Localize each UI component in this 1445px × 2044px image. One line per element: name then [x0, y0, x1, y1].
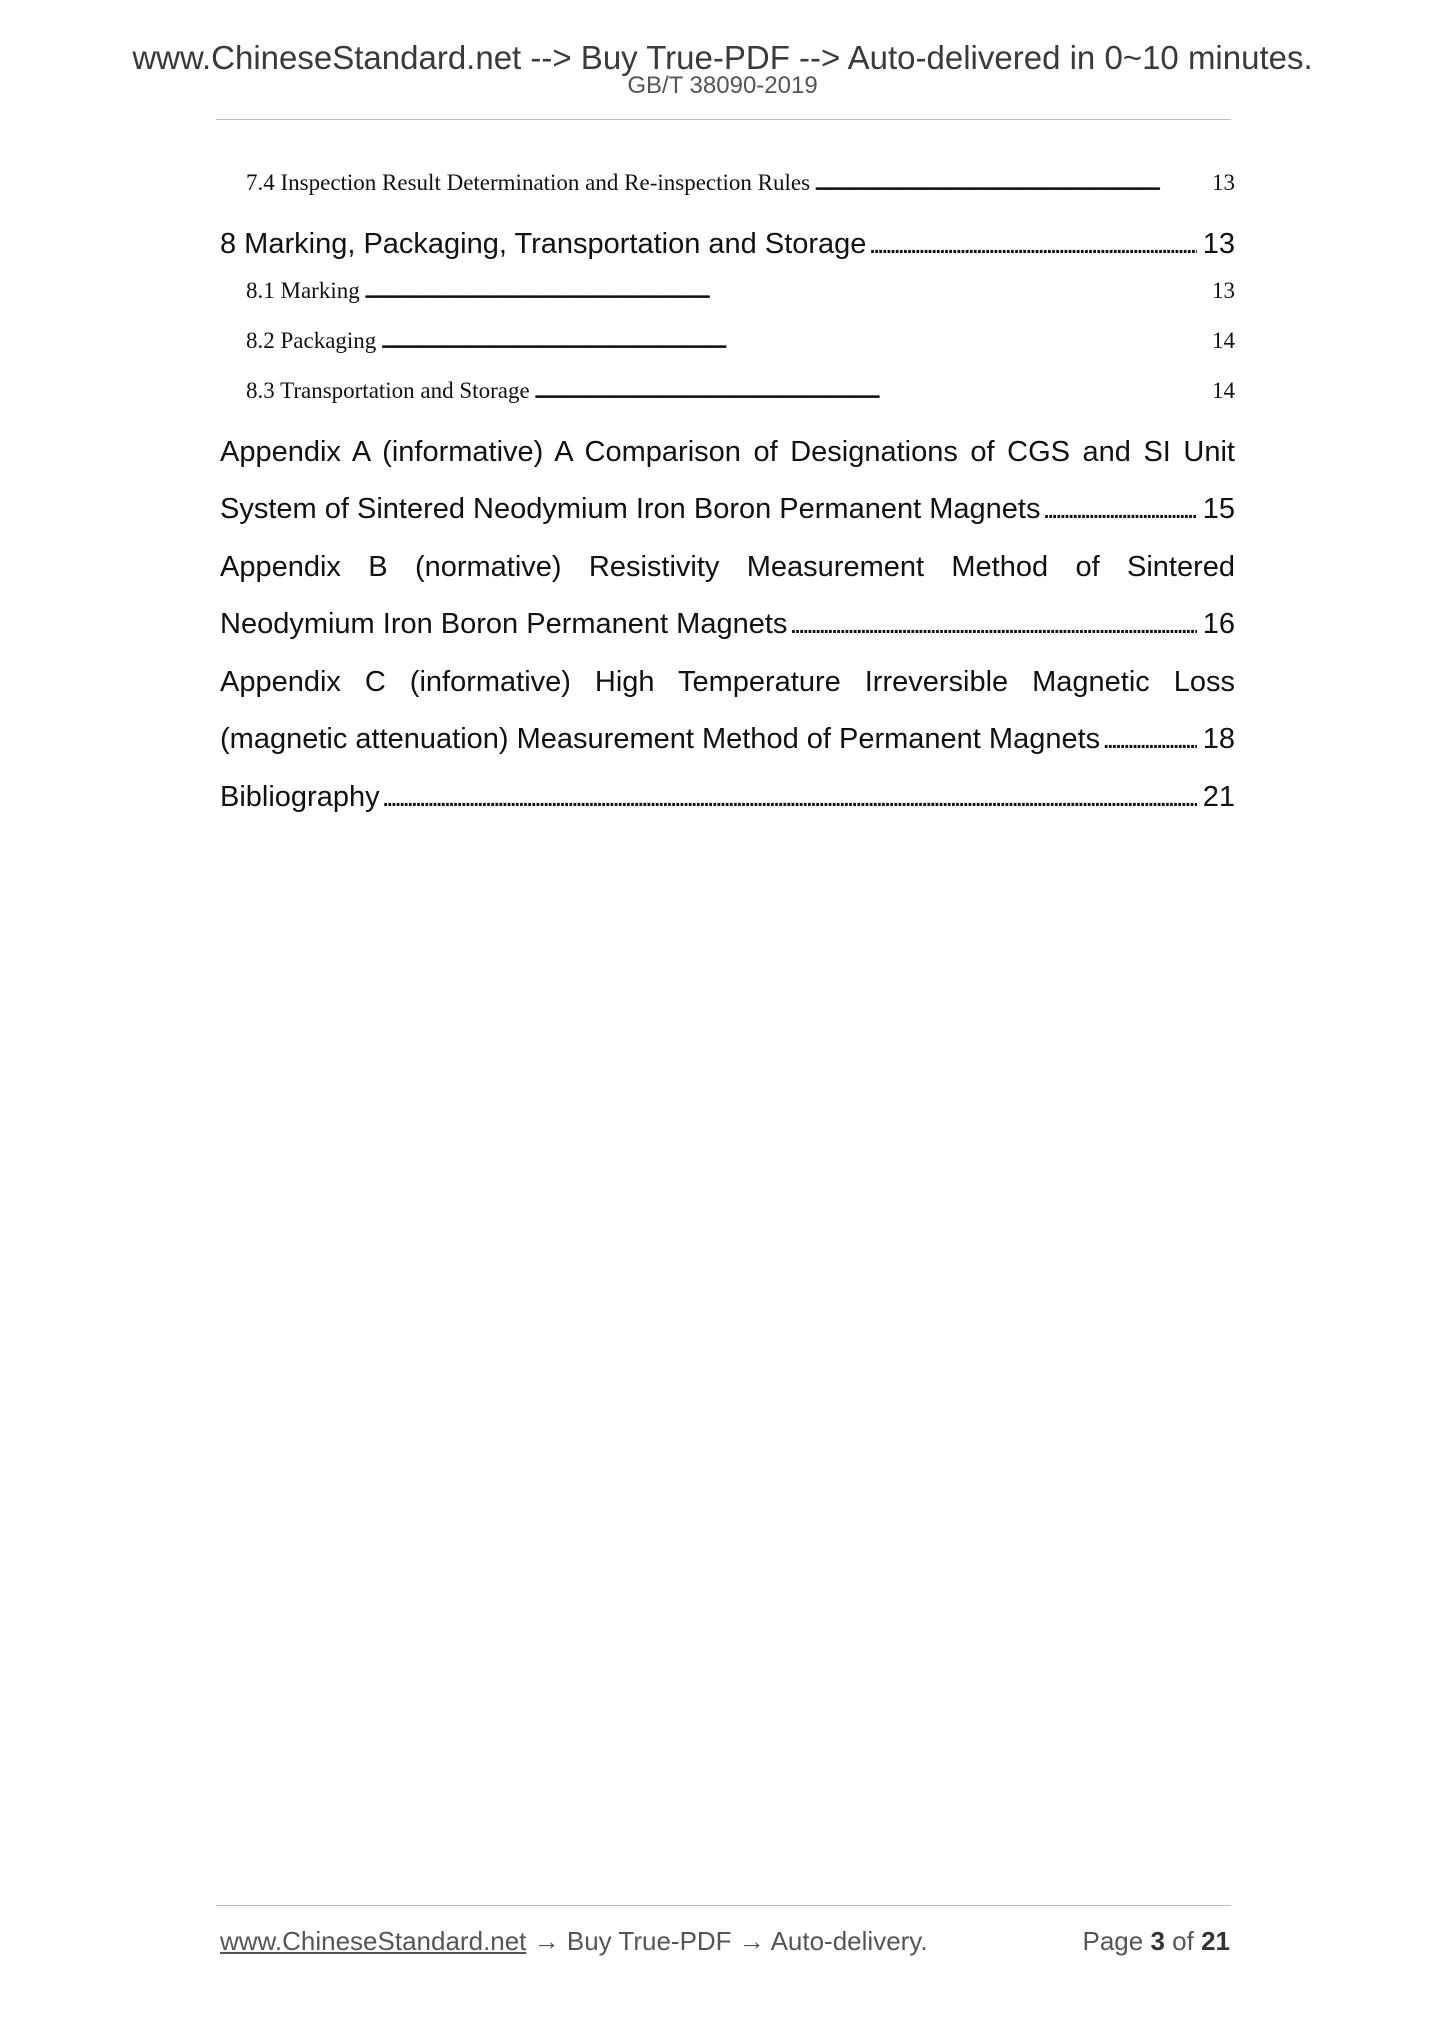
toc-entry-appendix-b-line1[interactable]: Appendix B (normative) Resistivity Measurement Method of Sintered — [220, 551, 1235, 583]
page-footer — [220, 1926, 1230, 1957]
toc-entry-page: 15 — [1202, 493, 1235, 525]
toc-entry-label: 8.3 Transportation and Storage — [246, 378, 530, 403]
toc-entry-page: 18 — [1202, 723, 1235, 755]
page-current: 3 — [1150, 1926, 1165, 1956]
toc-entry-page: 14 — [1212, 378, 1235, 403]
dot-leader — [1102, 723, 1197, 756]
header-divider — [216, 119, 1231, 120]
page-total: 21 — [1201, 1926, 1230, 1956]
dot-leader — [380, 328, 1208, 354]
page-word: Page — [1082, 1926, 1144, 1956]
toc-entry-label: Neodymium Iron Boron Permanent Magnets — [220, 608, 788, 640]
of-word: of — [1172, 1926, 1194, 1956]
toc-entry-label: Bibliography — [220, 781, 380, 813]
toc-entry-appendix-b[interactable] — [220, 608, 1235, 641]
dot-leader — [534, 378, 1208, 404]
toc-entry-8-2[interactable] — [246, 328, 1235, 354]
footer-site-link[interactable]: www.ChineseStandard.net — [220, 1926, 527, 1956]
toc-entry-8[interactable] — [220, 228, 1235, 261]
dot-leader — [814, 170, 1208, 196]
toc-entry-page: 14 — [1212, 328, 1235, 353]
toc-entry-page: 13 — [1202, 228, 1235, 260]
toc-entry-appendix-c[interactable] — [220, 723, 1235, 756]
toc-entry-7-4[interactable] — [246, 170, 1235, 196]
toc-entry-label: (magnetic attenuation) Measurement Method of Permanent Magnets — [220, 723, 1101, 755]
toc-entry-page: 13 — [1212, 170, 1235, 195]
document-code: GB/T 38090-2019 — [627, 72, 818, 99]
toc-entry-page: 21 — [1202, 781, 1235, 813]
dot-leader — [382, 781, 1197, 814]
footer-divider — [216, 1905, 1231, 1906]
toc-entry-8-3[interactable] — [246, 378, 1235, 404]
toc-entry-label: 7.4 Inspection Result Determination and Re-inspection Rules — [246, 170, 811, 195]
dot-leader — [364, 278, 1208, 304]
toc-entry-label: 8.2 Packaging — [246, 328, 377, 353]
dot-leader — [789, 608, 1196, 641]
toc-entry-appendix-c-line1[interactable]: Appendix C (informative) High Temperature Irreversible Magnetic Loss — [220, 666, 1235, 698]
dot-leader — [868, 228, 1196, 261]
toc-entry-page: 16 — [1202, 608, 1235, 640]
toc-entry-page: 13 — [1212, 278, 1235, 303]
toc-entry-label: System of Sintered Neodymium Iron Boron Permanent Magnets — [220, 493, 1041, 525]
toc-entry-label: 8 Marking, Packaging, Transportation and Storage — [220, 228, 867, 260]
toc-entry-label: 8.1 Marking — [246, 278, 360, 303]
toc-entry-bibliography[interactable] — [220, 781, 1235, 814]
footer-tagline: → Buy True-PDF → Auto-delivery. — [526, 1926, 928, 1956]
top-banner: www.ChineseStandard.net --> Buy True-PDF --> Auto-delivered in 0~10 minutes. — [132, 39, 1313, 76]
toc-entry-appendix-a-line1[interactable]: Appendix A (informative) A Comparison of Designations of CGS and SI Unit — [220, 436, 1235, 468]
toc-entry-8-1[interactable] — [246, 278, 1235, 304]
page-indicator — [1082, 1926, 1230, 1957]
toc-entry-appendix-a[interactable] — [220, 493, 1235, 526]
dot-leader — [1042, 493, 1196, 526]
